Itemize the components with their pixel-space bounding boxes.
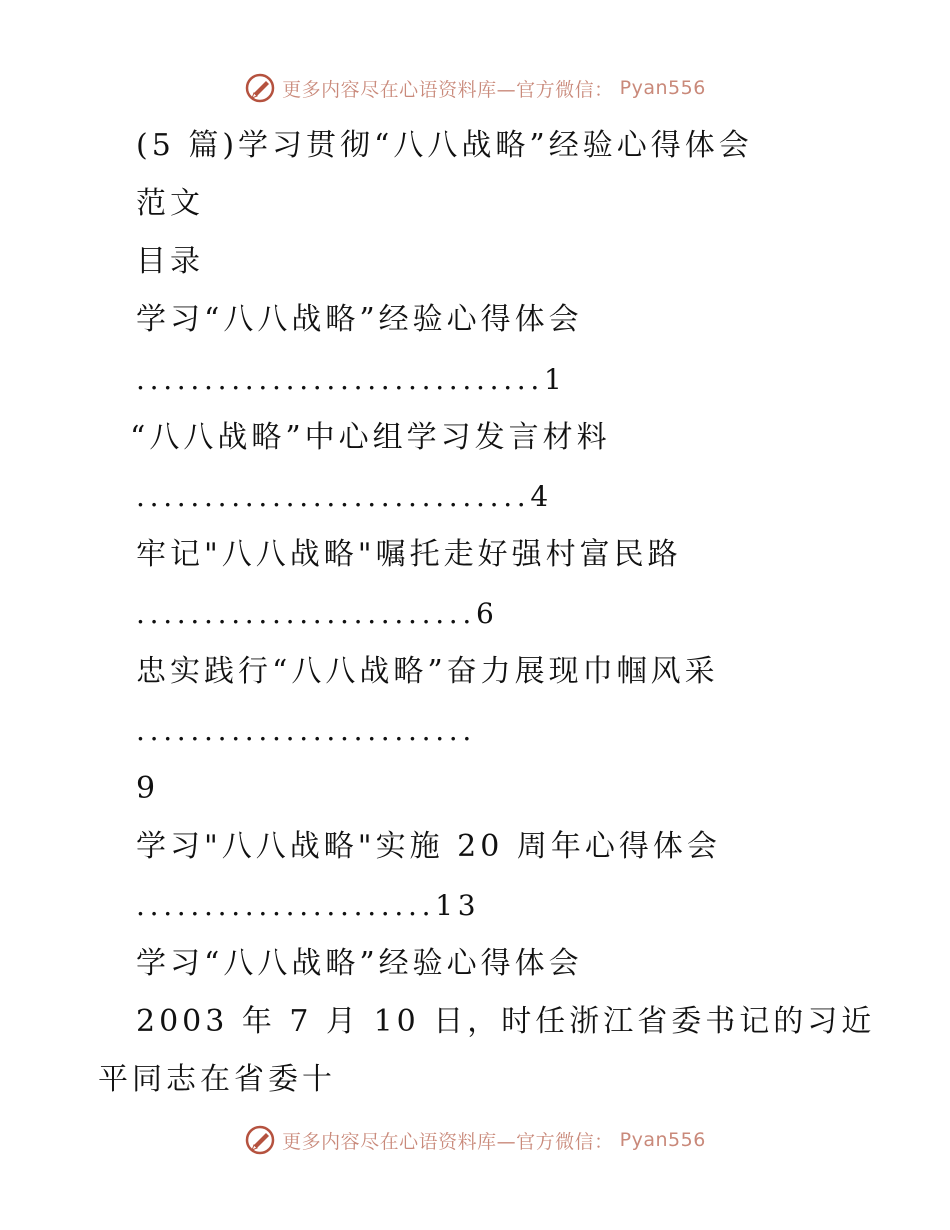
document-title-line-1: (5 篇)学习贯彻“八八战略”经验心得体会 <box>136 128 753 163</box>
toc-entry-title-3[interactable]: 牢记"八八战略"嘱托走好强村富民路 <box>136 537 682 572</box>
watermark-wechat-id: Pyan556 <box>619 1129 706 1151</box>
section-heading: 学习“八八战略”经验心得体会 <box>136 946 583 981</box>
toc-entry-title-2[interactable]: “八八战略”中心组学习发言材料 <box>130 420 611 455</box>
watermark-text: 更多内容尽在心语资料库—官方微信： <box>282 1130 614 1153</box>
watermark-wechat-id: Pyan556 <box>619 77 706 99</box>
toc-entry-leader-1 <box>136 360 567 400</box>
body-paragraph-line-1: 2003 年 7 月 10 日，时任浙江省委书记的习近 <box>136 1004 876 1039</box>
toc-entry-title-1[interactable]: 学习“八八战略”经验心得体会 <box>136 302 583 337</box>
toc-page-number[interactable]: 4 <box>530 480 553 513</box>
toc-leader-dots: ............................. <box>136 480 531 513</box>
toc-leader-dots: ...................... <box>136 889 436 922</box>
pen-logo-icon <box>244 1124 276 1156</box>
toc-page-number-4[interactable]: 9 <box>136 771 160 806</box>
body-paragraph-line-2: 平同志在省委十 <box>98 1062 336 1097</box>
toc-page-number[interactable]: 13 <box>435 889 481 922</box>
watermark-header <box>0 72 950 104</box>
toc-leader-dots: ......................... <box>136 597 477 630</box>
toc-entry-leader-5 <box>136 886 480 926</box>
toc-entry-leader-4 <box>136 711 476 751</box>
toc-heading: 目录 <box>136 244 204 279</box>
toc-page-number[interactable]: 1 <box>544 363 567 396</box>
toc-leader-dots: .............................. <box>136 363 545 396</box>
toc-entry-title-4[interactable]: 忠实践行“八八战略”奋力展现巾帼风采 <box>136 654 719 689</box>
document-title-line-2: 范文 <box>136 186 204 221</box>
watermark-text: 更多内容尽在心语资料库—官方微信： <box>282 78 614 101</box>
toc-entry-leader-3 <box>136 594 499 634</box>
toc-entry-leader-2 <box>136 477 553 517</box>
watermark-footer <box>0 1124 950 1156</box>
toc-leader-dots: ......................... <box>136 714 477 747</box>
toc-entry-title-5[interactable]: 学习"八八战略"实施 20 周年心得体会 <box>136 829 721 864</box>
toc-page-number[interactable]: 6 <box>476 597 499 630</box>
pen-logo-icon <box>244 72 276 104</box>
